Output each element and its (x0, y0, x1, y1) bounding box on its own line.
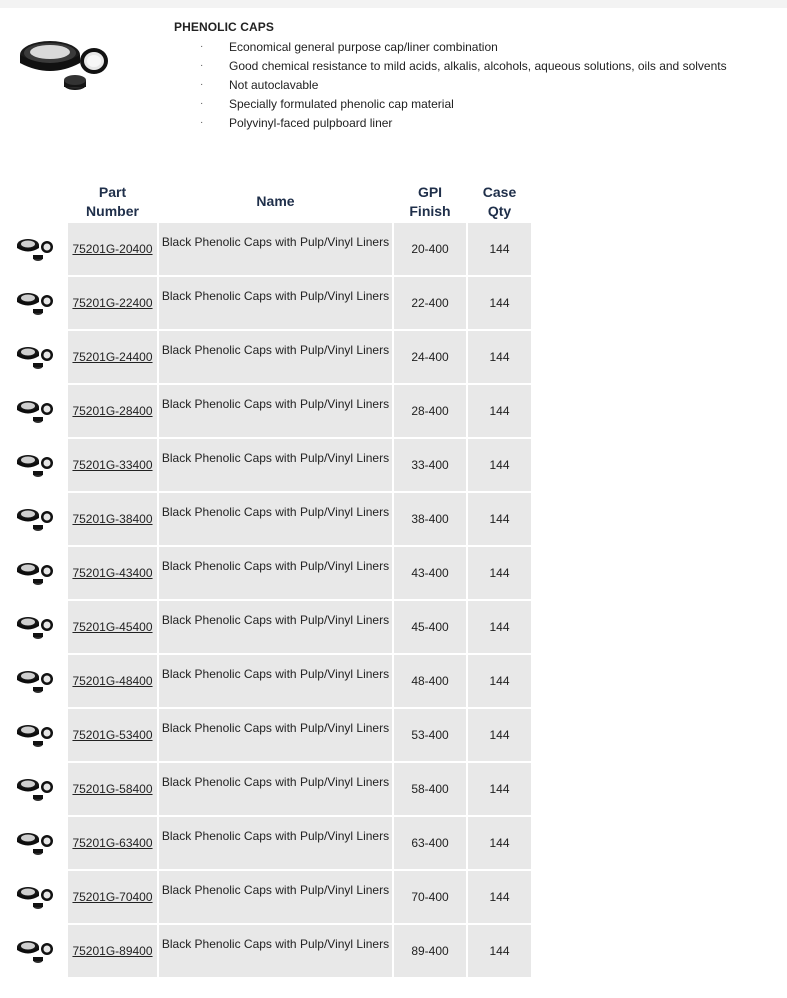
caps-thumbnail-icon (15, 936, 55, 966)
part-number-link[interactable]: 75201G-38400 (72, 512, 153, 526)
part-number-link[interactable]: 75201G-43400 (72, 566, 153, 580)
row-thumbnail[interactable] (4, 277, 66, 329)
caps-thumbnail-icon (15, 666, 55, 696)
caps-thumbnail-icon (15, 774, 55, 804)
gpi-finish-cell: 33-400 (394, 439, 466, 491)
caps-thumbnail-icon (15, 558, 55, 588)
part-number-link[interactable]: 75201G-89400 (72, 944, 153, 958)
caps-thumbnail-icon (15, 342, 55, 372)
gpi-finish-header: GPI Finish (394, 182, 466, 221)
case-qty-cell: 144 (468, 385, 531, 437)
row-thumbnail[interactable] (4, 601, 66, 653)
table-row (4, 493, 531, 545)
row-thumbnail[interactable] (4, 709, 66, 761)
case-qty-cell: 144 (468, 655, 531, 707)
part-number-cell (68, 763, 157, 815)
part-number-link[interactable]: 75201G-70400 (72, 890, 153, 904)
gpi-finish-cell: 45-400 (394, 601, 466, 653)
case-qty-cell: 144 (468, 871, 531, 923)
case-qty-cell: 144 (468, 709, 531, 761)
table-row (4, 763, 531, 815)
caps-thumbnail-icon (15, 828, 55, 858)
case-qty-cell: 144 (468, 601, 531, 653)
gpi-finish-cell: 20-400 (394, 223, 466, 275)
image-column-header (4, 182, 66, 221)
product-name-cell: Black Phenolic Caps with Pulp/Vinyl Liners (159, 763, 392, 815)
case-qty-cell: 144 (468, 223, 531, 275)
table-row (4, 871, 531, 923)
row-thumbnail[interactable] (4, 385, 66, 437)
feature-item: · Polyvinyl-faced pulpboard liner (200, 116, 393, 130)
bullet-icon: · (200, 79, 204, 90)
product-table (2, 180, 533, 979)
caps-thumbnail-icon (15, 288, 55, 318)
part-number-cell (68, 223, 157, 275)
gpi-finish-cell: 70-400 (394, 871, 466, 923)
gpi-finish-cell: 43-400 (394, 547, 466, 599)
table-row (4, 655, 531, 707)
case-qty-cell: 144 (468, 925, 531, 977)
gpi-finish-cell: 48-400 (394, 655, 466, 707)
case-qty-cell: 144 (468, 493, 531, 545)
caps-thumbnail-icon (15, 720, 55, 750)
table-row (4, 601, 531, 653)
top-divider (0, 0, 787, 8)
part-number-cell (68, 817, 157, 869)
part-number-cell (68, 385, 157, 437)
product-name-cell: Black Phenolic Caps with Pulp/Vinyl Liners (159, 601, 392, 653)
product-name-cell: Black Phenolic Caps with Pulp/Vinyl Liners (159, 709, 392, 761)
part-number-link[interactable]: 75201G-63400 (72, 836, 153, 850)
caps-thumbnail-icon (15, 450, 55, 480)
product-name-cell: Black Phenolic Caps with Pulp/Vinyl Liners (159, 331, 392, 383)
part-number-cell (68, 331, 157, 383)
product-name-cell: Black Phenolic Caps with Pulp/Vinyl Liners (159, 277, 392, 329)
table-row (4, 547, 531, 599)
part-number-cell (68, 925, 157, 977)
name-header: Name (159, 182, 392, 221)
feature-item: · Specially formulated phenolic cap material (200, 97, 454, 111)
row-thumbnail[interactable] (4, 223, 66, 275)
row-thumbnail[interactable] (4, 493, 66, 545)
gpi-finish-cell: 53-400 (394, 709, 466, 761)
bullet-icon: · (200, 117, 204, 128)
table-row (4, 817, 531, 869)
case-qty-cell: 144 (468, 439, 531, 491)
product-heading: PHENOLIC CAPS (174, 20, 274, 34)
gpi-finish-cell: 58-400 (394, 763, 466, 815)
case-qty-cell: 144 (468, 763, 531, 815)
feature-item: · Good chemical resistance to mild acids, alkalis, alcohols, aqueous solutions, oils and solvents (200, 59, 727, 73)
case-qty-header: Case Qty (468, 182, 531, 221)
phenolic-caps-product-image (18, 33, 110, 98)
gpi-finish-cell: 22-400 (394, 277, 466, 329)
row-thumbnail[interactable] (4, 817, 66, 869)
part-number-link[interactable]: 75201G-53400 (72, 728, 153, 742)
case-qty-cell: 144 (468, 277, 531, 329)
case-qty-cell: 144 (468, 331, 531, 383)
gpi-finish-cell: 63-400 (394, 817, 466, 869)
product-name-cell: Black Phenolic Caps with Pulp/Vinyl Liners (159, 385, 392, 437)
gpi-finish-cell: 24-400 (394, 331, 466, 383)
row-thumbnail[interactable] (4, 763, 66, 815)
part-number-cell (68, 709, 157, 761)
table-row (4, 277, 531, 329)
bullet-icon: · (200, 98, 204, 109)
table-body (4, 223, 531, 977)
part-number-cell (68, 871, 157, 923)
case-qty-cell: 144 (468, 547, 531, 599)
case-qty-cell: 144 (468, 817, 531, 869)
product-name-cell: Black Phenolic Caps with Pulp/Vinyl Liners (159, 655, 392, 707)
product-name-cell: Black Phenolic Caps with Pulp/Vinyl Liners (159, 493, 392, 545)
part-number-cell (68, 439, 157, 491)
part-number-link[interactable]: 75201G-28400 (72, 404, 153, 418)
part-number-cell (68, 601, 157, 653)
row-thumbnail[interactable] (4, 655, 66, 707)
table-row (4, 925, 531, 977)
part-number-cell (68, 547, 157, 599)
gpi-finish-cell: 28-400 (394, 385, 466, 437)
caps-thumbnail-icon (15, 504, 55, 534)
table-header-row (4, 182, 531, 221)
caps-thumbnail-icon (15, 612, 55, 642)
row-thumbnail[interactable] (4, 331, 66, 383)
gpi-finish-cell: 38-400 (394, 493, 466, 545)
feature-item: · Not autoclavable (200, 78, 319, 92)
part-number-link[interactable]: 75201G-20400 (72, 242, 153, 256)
part-number-link[interactable]: 75201G-48400 (72, 674, 153, 688)
product-name-cell: Black Phenolic Caps with Pulp/Vinyl Liners (159, 547, 392, 599)
part-number-cell (68, 493, 157, 545)
table-row (4, 223, 531, 275)
bullet-icon: · (200, 41, 204, 52)
part-number-link[interactable]: 75201G-22400 (72, 296, 153, 310)
row-thumbnail[interactable] (4, 439, 66, 491)
caps-thumbnail-icon (15, 396, 55, 426)
part-number-header: Part Number (68, 182, 157, 221)
product-name-cell: Black Phenolic Caps with Pulp/Vinyl Liners (159, 925, 392, 977)
part-number-link[interactable]: 75201G-58400 (72, 782, 153, 796)
part-number-cell (68, 655, 157, 707)
table-row (4, 331, 531, 383)
part-number-link[interactable]: 75201G-33400 (72, 458, 153, 472)
feature-list (174, 40, 727, 135)
product-name-cell: Black Phenolic Caps with Pulp/Vinyl Liners (159, 439, 392, 491)
product-name-cell: Black Phenolic Caps with Pulp/Vinyl Liners (159, 871, 392, 923)
gpi-finish-cell: 89-400 (394, 925, 466, 977)
product-name-cell: Black Phenolic Caps with Pulp/Vinyl Liners (159, 223, 392, 275)
product-name-cell: Black Phenolic Caps with Pulp/Vinyl Liners (159, 817, 392, 869)
row-thumbnail[interactable] (4, 547, 66, 599)
table-row (4, 439, 531, 491)
bullet-icon: · (200, 60, 204, 71)
part-number-link[interactable]: 75201G-45400 (72, 620, 153, 634)
part-number-cell (68, 277, 157, 329)
product-table-wrapper (2, 180, 533, 979)
table-row (4, 385, 531, 437)
row-thumbnail[interactable] (4, 871, 66, 923)
caps-thumbnail-icon (15, 234, 55, 264)
feature-item: · Economical general purpose cap/liner combination (200, 40, 498, 54)
table-row (4, 709, 531, 761)
caps-thumbnail-icon (15, 882, 55, 912)
row-thumbnail[interactable] (4, 925, 66, 977)
part-number-link[interactable]: 75201G-24400 (72, 350, 153, 364)
